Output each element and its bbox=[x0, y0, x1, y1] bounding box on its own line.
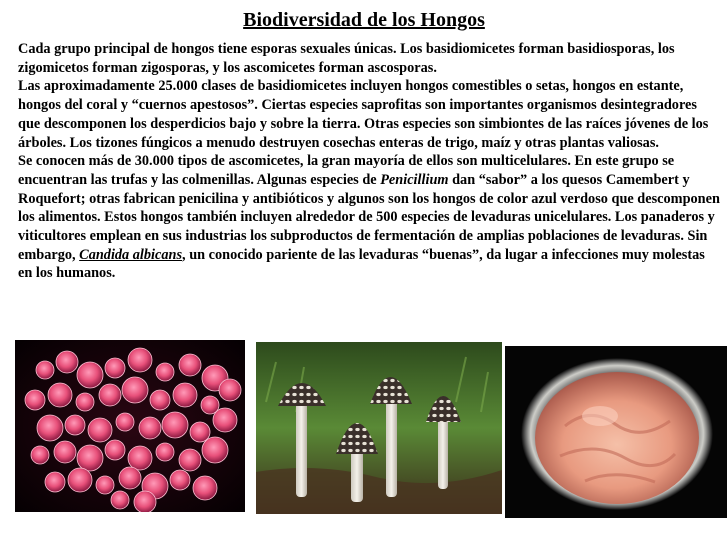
yeast-cell bbox=[96, 476, 114, 494]
yeast-cell bbox=[65, 415, 85, 435]
mushrooms-photo bbox=[256, 342, 502, 514]
yeast-cell bbox=[150, 390, 170, 410]
yeast-cells-illustration bbox=[15, 340, 245, 512]
page-title: Biodiversidad de los Hongos bbox=[243, 9, 485, 31]
yeast-cell bbox=[76, 393, 94, 411]
yeast-cell bbox=[77, 362, 103, 388]
paragraph-ascomycetes-text-1: Se conocen más de 30.000 tipos de ascomicetes, la gran mayoría de ellos son multicelulares. En este grupo se encuentran las trufas y las colmenillas. Algunas especies de bbox=[18, 153, 675, 188]
yeast-cell bbox=[173, 383, 197, 407]
yeast-cell bbox=[190, 422, 210, 442]
yeast-cells-photo bbox=[15, 340, 245, 512]
yeast-cell bbox=[116, 413, 134, 431]
yeast-cell bbox=[128, 348, 152, 372]
yeast-cell bbox=[88, 418, 112, 442]
yeast-cell bbox=[156, 363, 174, 381]
yeast-cell bbox=[134, 491, 156, 512]
yeast-cell bbox=[99, 384, 121, 406]
yeast-cell bbox=[139, 417, 161, 439]
paragraph-ascomycetes-text-2: dan “sabor” a los quesos Camembert y Roquefort; otras fabrican penicilina y antibióticos y algunos son los hongos de color azul verdoso que descomponen los alimentos. Estos hongos también incluyen alrededor de 500 especies de levaduras unicelulares. Los panaderos y viticultores emplean en sus industrias los subproductos de fermentación de amplias poblaciones de levaduras. Sin embargo, bbox=[18, 171, 720, 263]
yeast-cell bbox=[162, 412, 188, 438]
paragraph-basidiomycetes: Las aproximadamente 25.000 clases de basidiomicetes incluyen hongos comestibles o setas, hongos en estante, hongos del coral y “cuernos apestosos”. Ciertas especies saprofitas son importantes organismos desintegradores que descomponen los desperdicios bajo y sobre la tierra. Otras especies son simbiontes de las raíces jóvenes de los árboles. Los tizones fúngicos a menudo destruyen cosechas enteras de trigo, maíz y otras plantas valiosas. bbox=[18, 78, 709, 151]
yeast-cell bbox=[202, 437, 228, 463]
mushrooms-illustration bbox=[256, 342, 502, 514]
paragraph-ascomycetes bbox=[18, 152, 720, 283]
yeast-cell bbox=[45, 472, 65, 492]
yeast-cell bbox=[48, 383, 72, 407]
yeast-cell bbox=[68, 468, 92, 492]
yeast-cell bbox=[105, 358, 125, 378]
yeast-cell bbox=[170, 470, 190, 490]
yeast-cell bbox=[37, 415, 63, 441]
yeast-cell bbox=[122, 377, 148, 403]
paragraph-ascomycetes-text-3: , un conocido pariente de las levaduras “buenas”, da lugar a infecciones muy molestas en los humanos. bbox=[18, 246, 705, 282]
body-text bbox=[18, 40, 720, 283]
mold-colony-photo bbox=[505, 346, 727, 518]
yeast-cell bbox=[111, 491, 129, 509]
yeast-cell bbox=[31, 446, 49, 464]
yeast-cell bbox=[119, 467, 141, 489]
yeast-cell bbox=[179, 449, 201, 471]
paragraph-spores: Cada grupo principal de hongos tiene esporas sexuales únicas. Los basidiomicetes forman basidiosporas, los zigomicetos forman zigosporas, y los ascomicetes forman ascosporas. bbox=[18, 41, 675, 76]
yeast-cell bbox=[193, 476, 217, 500]
yeast-cell bbox=[213, 408, 237, 432]
term-candida-albicans: Candida albicans bbox=[79, 246, 183, 263]
mold-colony-illustration bbox=[505, 346, 727, 518]
yeast-cell bbox=[156, 443, 174, 461]
yeast-cell bbox=[128, 446, 152, 470]
yeast-cell bbox=[25, 390, 45, 410]
yeast-cell bbox=[179, 354, 201, 376]
yeast-cell bbox=[77, 445, 103, 471]
yeast-cell bbox=[219, 379, 241, 401]
yeast-cell bbox=[105, 440, 125, 460]
yeast-cell bbox=[54, 441, 76, 463]
yeast-cell bbox=[36, 361, 54, 379]
yeast-cell bbox=[56, 351, 78, 373]
term-penicillium: Penicillium bbox=[380, 171, 449, 188]
